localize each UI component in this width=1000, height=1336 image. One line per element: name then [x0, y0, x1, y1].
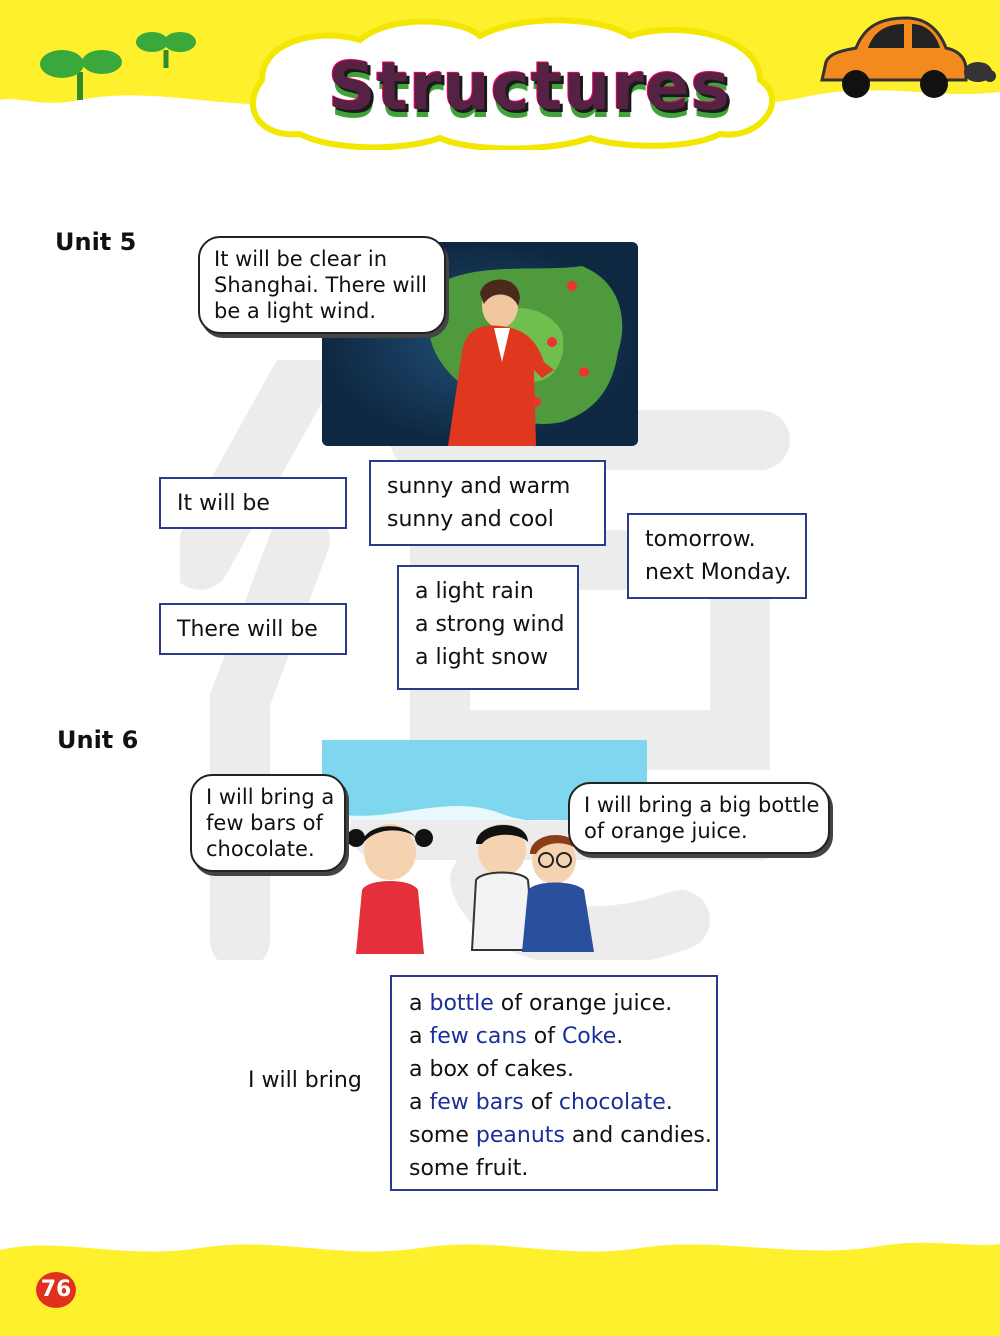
box-text: sunny and warm: [387, 474, 571, 499]
item-text: and candies.: [564, 1123, 712, 1148]
item-text: of: [526, 1024, 562, 1049]
unit6-left-speech-bubble: [190, 774, 346, 872]
item-text: of: [523, 1090, 559, 1115]
sprout-icon: [38, 28, 203, 108]
box-text: tomorrow.: [645, 527, 756, 552]
item-text: .: [665, 1090, 673, 1115]
car-icon: [816, 14, 996, 106]
box-text: a light snow: [415, 645, 549, 670]
box-it-will-be: [159, 477, 347, 529]
bubble-line: be a light wind.: [214, 299, 377, 323]
highlighted-word: chocolate: [558, 1090, 666, 1115]
item-line: [409, 1053, 699, 1086]
item-text: some fruit.: [409, 1156, 529, 1181]
unit6-right-speech-bubble: [568, 782, 830, 854]
unit6-stem-text: I will bring: [248, 1068, 362, 1093]
item-text: .: [616, 1024, 624, 1049]
box-text: a strong wind: [415, 612, 565, 637]
unit5-speech-bubble: [198, 236, 446, 334]
unit6-label: Unit 6: [57, 726, 139, 754]
bubble-line: I will bring a big bottle: [584, 793, 820, 817]
box-condition-options: [397, 565, 579, 690]
bubble-line: It will be clear in: [214, 247, 388, 271]
box-there-will-be: [159, 603, 347, 655]
highlighted-word: few cans: [429, 1024, 527, 1049]
box-text: next Monday.: [645, 560, 792, 585]
item-text: a box of cakes.: [409, 1057, 574, 1082]
highlighted-word: bottle: [429, 991, 494, 1016]
box-items-list: [390, 975, 718, 1191]
bottom-banner: [0, 1226, 1000, 1336]
page-title: Structures: [328, 48, 731, 125]
unit5-label: Unit 5: [55, 228, 137, 256]
item-line: [409, 987, 699, 1020]
box-text: It will be: [177, 491, 270, 516]
box-weather-options: [369, 460, 606, 546]
page-number: 76: [40, 1277, 72, 1302]
item-line: [409, 1119, 712, 1152]
highlighted-word: Coke: [561, 1024, 617, 1049]
item-text: a: [409, 1090, 430, 1115]
highlighted-word: peanuts: [475, 1123, 565, 1148]
bubble-line: chocolate.: [206, 837, 315, 861]
box-time-options: [627, 513, 807, 599]
item-line: [409, 1086, 699, 1119]
bubble-line: Shanghai. There will: [214, 273, 428, 297]
box-text: a light rain: [415, 579, 534, 604]
box-text: There will be: [177, 617, 318, 642]
item-text: a: [409, 1024, 430, 1049]
item-text: some: [409, 1123, 476, 1148]
highlighted-word: few bars: [429, 1090, 524, 1115]
item-text: of orange juice.: [493, 991, 673, 1016]
item-line: [409, 1020, 699, 1053]
bubble-line: few bars of: [206, 811, 323, 835]
item-text: a: [409, 991, 430, 1016]
item-line: [409, 1152, 699, 1185]
box-text: sunny and cool: [387, 507, 554, 532]
bubble-line: I will bring a: [206, 785, 335, 809]
bubble-line: of orange juice.: [584, 819, 748, 843]
page-number-badge: [36, 1272, 76, 1308]
